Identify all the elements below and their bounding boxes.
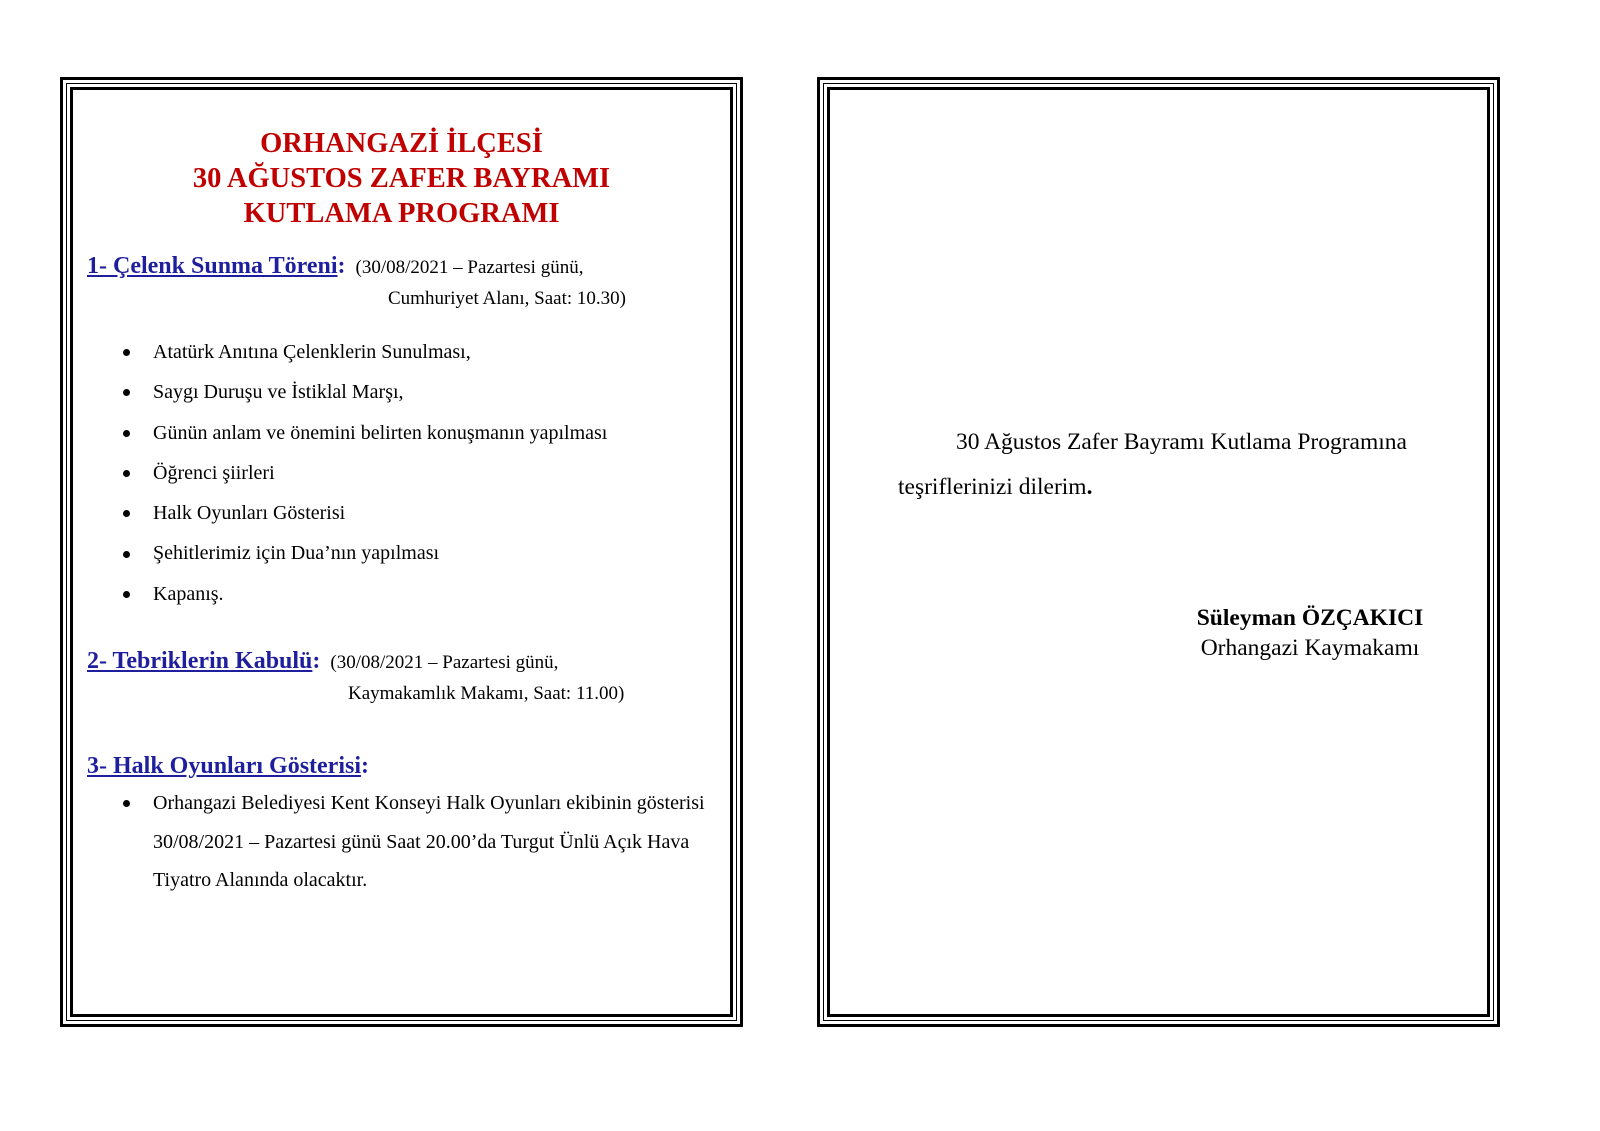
section-1-location: Cumhuriyet Alanı, Saat: 10.30) xyxy=(388,288,627,309)
message-line-1: 30 Ağustos Zafer Bayramı Kutlama Programına xyxy=(956,429,1407,455)
signature-title: Orhangazi Kaymakamı xyxy=(1200,635,1420,661)
title-line-3: KUTLAMA PROGRAMI xyxy=(243,198,560,229)
list-item: Günün anlam ve önemini belirten konuşmanın yapılması xyxy=(117,413,607,453)
section-3-list xyxy=(117,784,713,900)
section-3-heading xyxy=(87,753,369,780)
invitation-message xyxy=(898,420,1468,510)
invitation-panel-inner-border xyxy=(823,83,1494,1021)
list-item: Kapanış. xyxy=(117,574,607,614)
message-period: . xyxy=(1086,474,1093,500)
invitation-panel xyxy=(817,77,1500,1027)
list-item: Öğrenci şiirleri xyxy=(117,453,607,493)
title-line-1: ORHANGAZİ İLÇESİ xyxy=(260,128,543,159)
section-2-date: (30/08/2021 – Pazartesi günü, xyxy=(330,652,559,673)
section-2-location: Kaymakamlık Makamı, Saat: 11.00) xyxy=(348,683,625,704)
section-1-colon: : xyxy=(337,253,346,279)
section-1-title: 1- Çelenk Sunma Töreni xyxy=(87,253,338,279)
section-3-colon: : xyxy=(361,753,370,779)
section-2-title: 2- Tebriklerin Kabulü xyxy=(87,648,313,674)
signature-name: Süleyman ÖZÇAKICI xyxy=(1196,605,1424,631)
message-line-2-text: teşriflerinizi dilerim xyxy=(898,474,1087,500)
section-1-date: (30/08/2021 – Pazartesi günü, xyxy=(355,257,584,278)
list-item: Orhangazi Belediyesi Kent Konseyi Halk Oyunları ekibinin gösterisi 30/08/2021 – Pazartesi günü Saat 20.00’da Turgut Ünlü Açık Hava Tiyatro Alanında olacaktır. xyxy=(117,784,713,900)
list-item: Atatürk Anıtına Çelenklerin Sunulması, xyxy=(117,332,607,372)
signature-block xyxy=(1130,603,1490,663)
list-item: Şehitlerimiz için Dua’nın yapılması xyxy=(117,533,607,573)
section-3-title: 3- Halk Oyunları Gösterisi xyxy=(87,753,362,779)
list-item: Saygı Duruşu ve İstiklal Marşı, xyxy=(117,372,607,412)
program-panel xyxy=(60,77,743,1027)
section-2-heading xyxy=(87,648,558,675)
program-title xyxy=(73,126,730,231)
title-line-2: 30 AĞUSTOS ZAFER BAYRAMI xyxy=(192,163,611,194)
section-1-list xyxy=(117,332,607,614)
program-panel-inner-border xyxy=(66,83,737,1021)
invitation-panel-content xyxy=(827,87,1490,1017)
message-line-2 xyxy=(898,465,1468,510)
section-2-colon: : xyxy=(312,648,321,674)
list-item: Halk Oyunları Gösterisi xyxy=(117,493,607,533)
program-panel-content xyxy=(70,87,733,1017)
section-1-heading xyxy=(87,253,583,280)
